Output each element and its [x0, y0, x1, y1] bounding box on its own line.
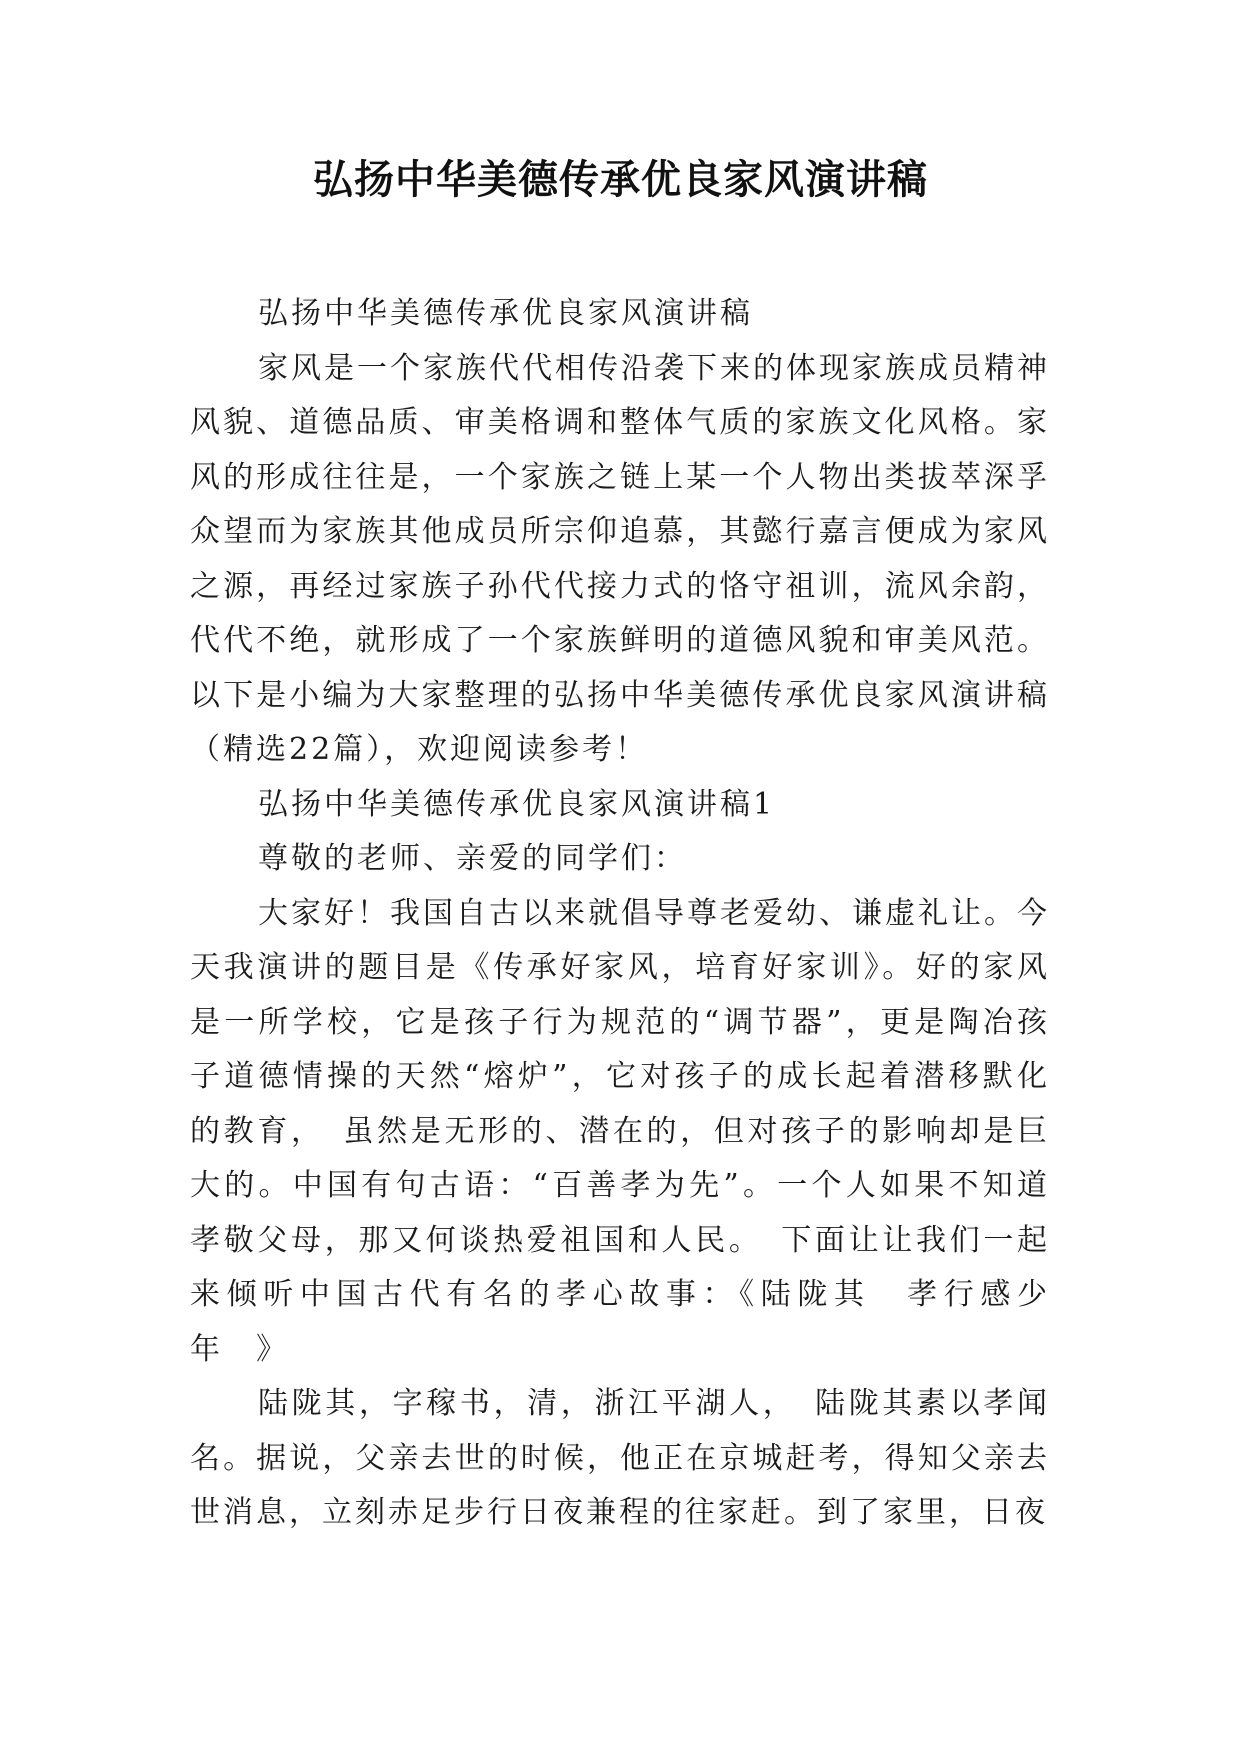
paragraph-speech-opening: 大家好！我国自古以来就倡导尊老爱幼、谦虚礼让。今天我演讲的题目是《传承好家风，培育好家训》。好的家风是一所学校，它是孩子行为规范的“调节器”，更是陶冶孩子道德情操的天然“熔炉”，它对孩子的成长起着潜移默化的教育， 虽然是无形的、潜在的，但对孩子的影响却是巨大的。中国有句古语：“百善孝为先”。一个人如果不知道孝敬父母，那又何谈热爱祖国和人民。 下面让让我们一起来倾听中国古代有名的孝心故事：《陆陇其 孝行感少年 》 [190, 895, 1050, 1367]
paragraph-introduction: 家风是一个家族代代相传沿袭下来的体现家族成员精神风貌、道德品质、审美格调和整体气质的家族文化风格。家风的形成往往是，一个家族之链上某一个人物出类拔萃深孚众望而为家族其他成员所宗仰追慕，其懿行嘉言便成为家风之源，再经过家族子孙代代接力式的恪守祖训，流风余韵，代代不绝，就形成了一个家族鲜明的道德风貌和审美风范。以下是小编为大家整理的弘扬中华美德传承优良家风演讲稿（精选22篇），欢迎阅读参考！ [190, 350, 1050, 767]
paragraph-speech-title-1: 弘扬中华美德传承优良家风演讲稿1 [258, 786, 776, 822]
paragraph-salutation: 尊敬的老师、亲爱的同学们： [258, 841, 687, 876]
paragraph-heading-repeat: 弘扬中华美德传承优良家风演讲稿 [258, 296, 753, 331]
document-title: 弘扬中华美德传承优良家风演讲稿 [313, 157, 928, 203]
document-body [190, 287, 1050, 1541]
paragraph-story: 陆陇其，字稼书，清，浙江平湖人， 陆陇其素以孝闻名。据说，父亲去世的时候，他正在京城赶考，得知父亲去世消息，立刻赤足步行日夜兼程的往家赶。到了家里，日夜 [190, 1386, 1050, 1530]
